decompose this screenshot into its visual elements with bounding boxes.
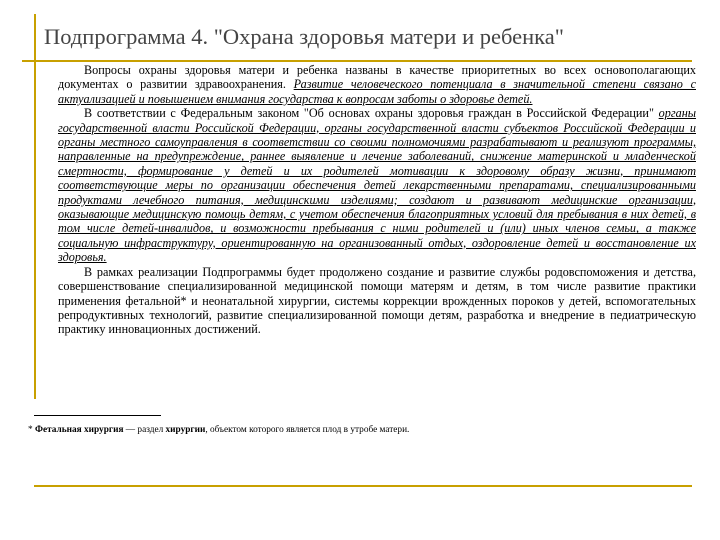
footnote-term-2: хирургии (165, 425, 206, 435)
title-underline-rule (22, 60, 692, 62)
paragraph-1-emphasis: Развитие человеческого потенциала в значительной степени связано с актуализацией и повышением внимания государства к вопросам заботы о здоровье детей. (58, 77, 696, 106)
footnote-term: Фетальная хирургия (34, 425, 124, 435)
paragraph-1-text: Вопросы охраны здоровья матери и ребенка названы в качестве приоритетных во всех основополагающих документах о развитии здравоохранения. (58, 63, 696, 92)
paragraph-2-emphasis: органы государственной власти Российской Федерации, органы государственной власти субъектов Российской Федерации и органы местного самоуправления в соответствии со своими полномочиями разрабатывают и реализуют программы, направленные на предупреждение, раннее выявление и лечение заболеваний, снижение материнской и младенческой смертности, формирование у детей и их родителей мотивации к здоровому образу жизни, принимают соответствующие меры по организации обеспечения детей лекарственными препаратами, специализированными продуктами лечебного питания, медицинскими изделиями; создают и развивают медицинские организации, оказывающие медицинскую помощь детям, с учетом обеспечения благоприятных условий для пребывания в них детей, в том числе детей-инвалидов, и возможности пребывания с ними родителей и (или) иных членов семьи, а также социальную инфраструктуру, ориентированную на организованный отдых, оздоровление детей и восстановление их здоровья. (58, 106, 696, 265)
paragraph-1 (58, 63, 696, 106)
paragraph-2-text: В соответствии с Федеральным законом "Об основах охраны здоровья граждан в Российской Федерации" (84, 106, 659, 121)
footnote-marker: * (28, 425, 33, 435)
page-title: Подпрограмма 4. "Охрана здоровья матери и ребенка" (44, 24, 564, 49)
document-body (58, 63, 696, 337)
footnote-separator (34, 415, 161, 416)
paragraph-2 (58, 106, 696, 264)
footnote-rest: , объектом которого является плод в утробе матери. (205, 425, 410, 435)
paragraph-3-text: В рамках реализации Подпрограммы будет продолжено создание и развитие службы родовспоможения и детства, совершенствование специализированной медицинской помощи матерям и детям, в том числе развитие практики применения фетальной* и неонатальной хирургии, системы коррекции врожденных пороков у детей, вспомогательных репродуктивных технологий, развитие специализированной помощи детям, разработка и внедрение в педиатрическую практику инновационных достижений. (58, 264, 696, 337)
footnote (28, 425, 409, 435)
footnote-dash: — раздел (123, 425, 166, 435)
paragraph-3 (58, 265, 696, 337)
bottom-rule (34, 485, 692, 487)
decorative-vertical-rule (34, 14, 36, 399)
